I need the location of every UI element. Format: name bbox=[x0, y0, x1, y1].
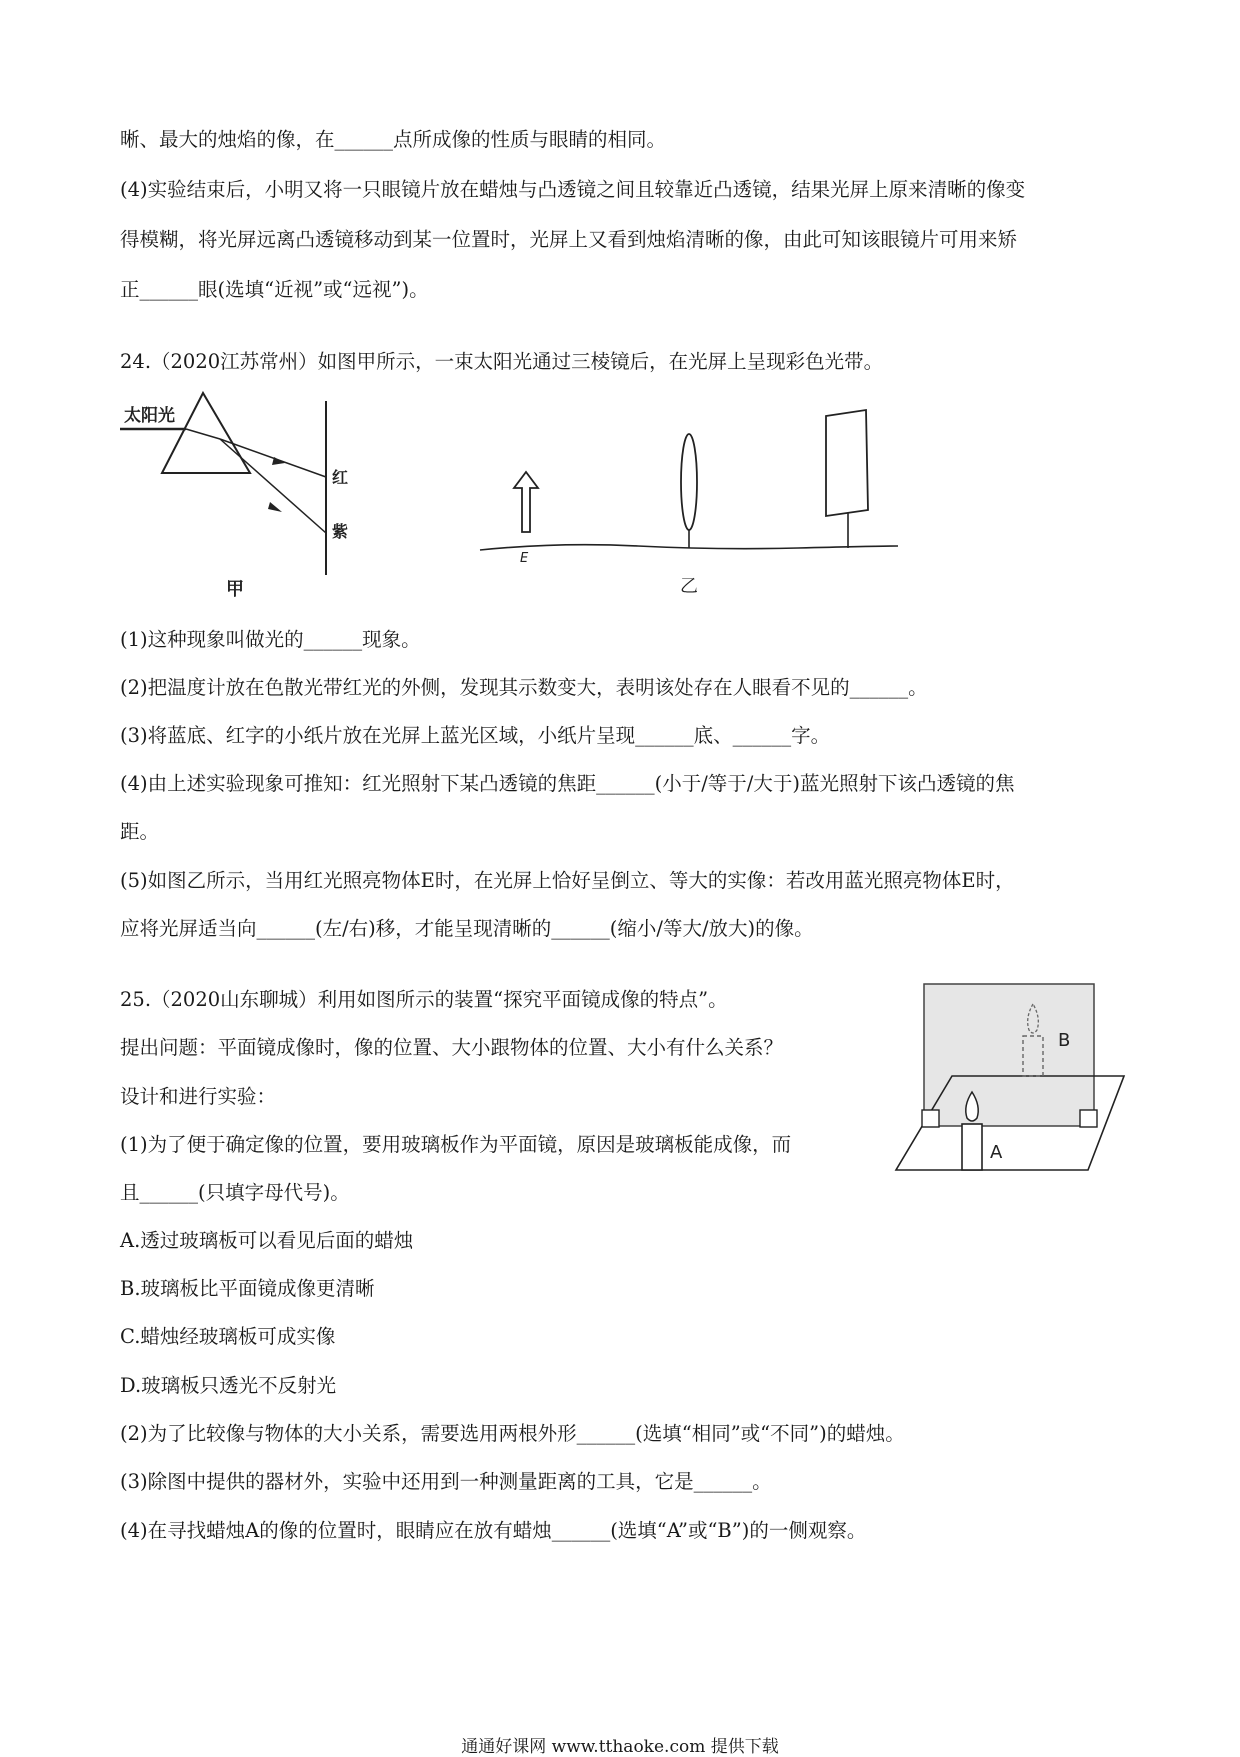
prism-icon bbox=[162, 393, 250, 473]
text-line: (1)为了便于确定像的位置，要用玻璃板作为平面镜，原因是玻璃板能成像，而 bbox=[120, 1133, 792, 1156]
text-line: (4)实验结束后，小明又将一只眼镜片放在蜡烛与凸透镜之间且较靠近凸透镜，结果光屏上原来清晰的像变 bbox=[120, 178, 1026, 201]
light-screen-icon bbox=[826, 410, 868, 516]
text-line: 且______(只填字母代号)。 bbox=[120, 1181, 350, 1204]
text-line: 得模糊，将光屏远离凸透镜移动到某一位置时，光屏上又看到烛焰清晰的像，由此可知该眼镜片可用来矫 bbox=[120, 228, 1018, 251]
text-line: (4)在寻找蜡烛A的像的位置时，眼睛应在放有蜡烛______(选填“A”或“B”)的一侧观察。 bbox=[120, 1519, 867, 1542]
option-a: A.透过玻璃板可以看见后面的蜡烛 bbox=[120, 1229, 414, 1252]
glass-plate bbox=[924, 984, 1094, 1126]
purple-label: 紫 bbox=[332, 522, 349, 541]
text-line: 提出问题：平面镜成像时，像的位置、大小跟物体的位置、大小有什么关系？ bbox=[120, 1036, 784, 1059]
red-label: 红 bbox=[332, 468, 349, 487]
text-line: (2)把温度计放在色散光带红光的外侧，发现其示数变大，表明该处存在人眼看不见的______。 bbox=[120, 676, 928, 699]
text-line: (3)除图中提供的器材外，实验中还用到一种测量距离的工具，它是______。 bbox=[120, 1470, 772, 1493]
convex-lens-icon bbox=[681, 434, 697, 530]
object-arrow-icon bbox=[514, 472, 538, 532]
glass-support-right bbox=[1080, 1110, 1097, 1127]
text-line: (4)由上述实验现象可推知：红光照射下某凸透镜的焦距______(小于/等于/大于)蓝光照射下该凸透镜的焦 bbox=[120, 772, 1015, 795]
purple-ray bbox=[220, 439, 326, 533]
object-label: E bbox=[520, 551, 529, 566]
text-line: (5)如图乙所示，当用红光照亮物体E时，在光屏上恰好呈倒立、等大的实像：若改用蓝光照亮物体E时， bbox=[120, 869, 1015, 892]
glass-support-left bbox=[922, 1110, 939, 1127]
plane-mirror-figure bbox=[888, 978, 1128, 1183]
label-a: A bbox=[990, 1142, 1003, 1163]
text-line: 正______眼(选填“近视”或“远视”)。 bbox=[120, 278, 429, 301]
page-footer: 通通好课网 www.tthaoke.com 提供下载 bbox=[461, 1737, 779, 1757]
candle-a bbox=[962, 1124, 982, 1170]
question-24-heading: 24.（2020江苏常州）如图甲所示，一束太阳光通过三棱镜后，在光屏上呈现彩色光带。 bbox=[120, 350, 884, 373]
text-line: 距。 bbox=[120, 820, 160, 843]
option-c: C.蜡烛经玻璃板可成实像 bbox=[120, 1325, 336, 1348]
text-line: (2)为了比较像与物体的大小关系，需要选用两根外形______(选填“相同”或“不同”)的蜡烛。 bbox=[120, 1422, 905, 1445]
option-b: B.玻璃板比平面镜成像更清晰 bbox=[120, 1277, 375, 1300]
option-d: D.玻璃板只透光不反射光 bbox=[120, 1374, 337, 1397]
text-line: (1)这种现象叫做光的______现象。 bbox=[120, 628, 421, 651]
red-ray bbox=[220, 439, 326, 477]
text-line: (3)将蓝底、红字的小纸片放在光屏上蓝光区域，小纸片呈现______底、______字。 bbox=[120, 724, 831, 747]
text-line: 应将光屏适当向______(左/右)移，才能呈现清晰的______(缩小/等大/放大)的像。 bbox=[120, 917, 814, 940]
text-line: 晰、最大的烛焰的像，在______点所成像的性质与眼睛的相同。 bbox=[120, 128, 667, 151]
figure-jia-caption: 甲 bbox=[226, 579, 244, 600]
sunlight-label: 太阳光 bbox=[124, 406, 175, 426]
label-b: B bbox=[1058, 1030, 1071, 1051]
lens-setup-figure bbox=[478, 392, 908, 607]
figure-yi-caption: 乙 bbox=[680, 576, 698, 597]
prism-dispersion-figure bbox=[120, 385, 360, 605]
question-25-heading: 25.（2020山东聊城）利用如图所示的装置“探究平面镜成像的特点”。 bbox=[120, 988, 728, 1011]
text-line: 设计和进行实验： bbox=[120, 1085, 277, 1108]
